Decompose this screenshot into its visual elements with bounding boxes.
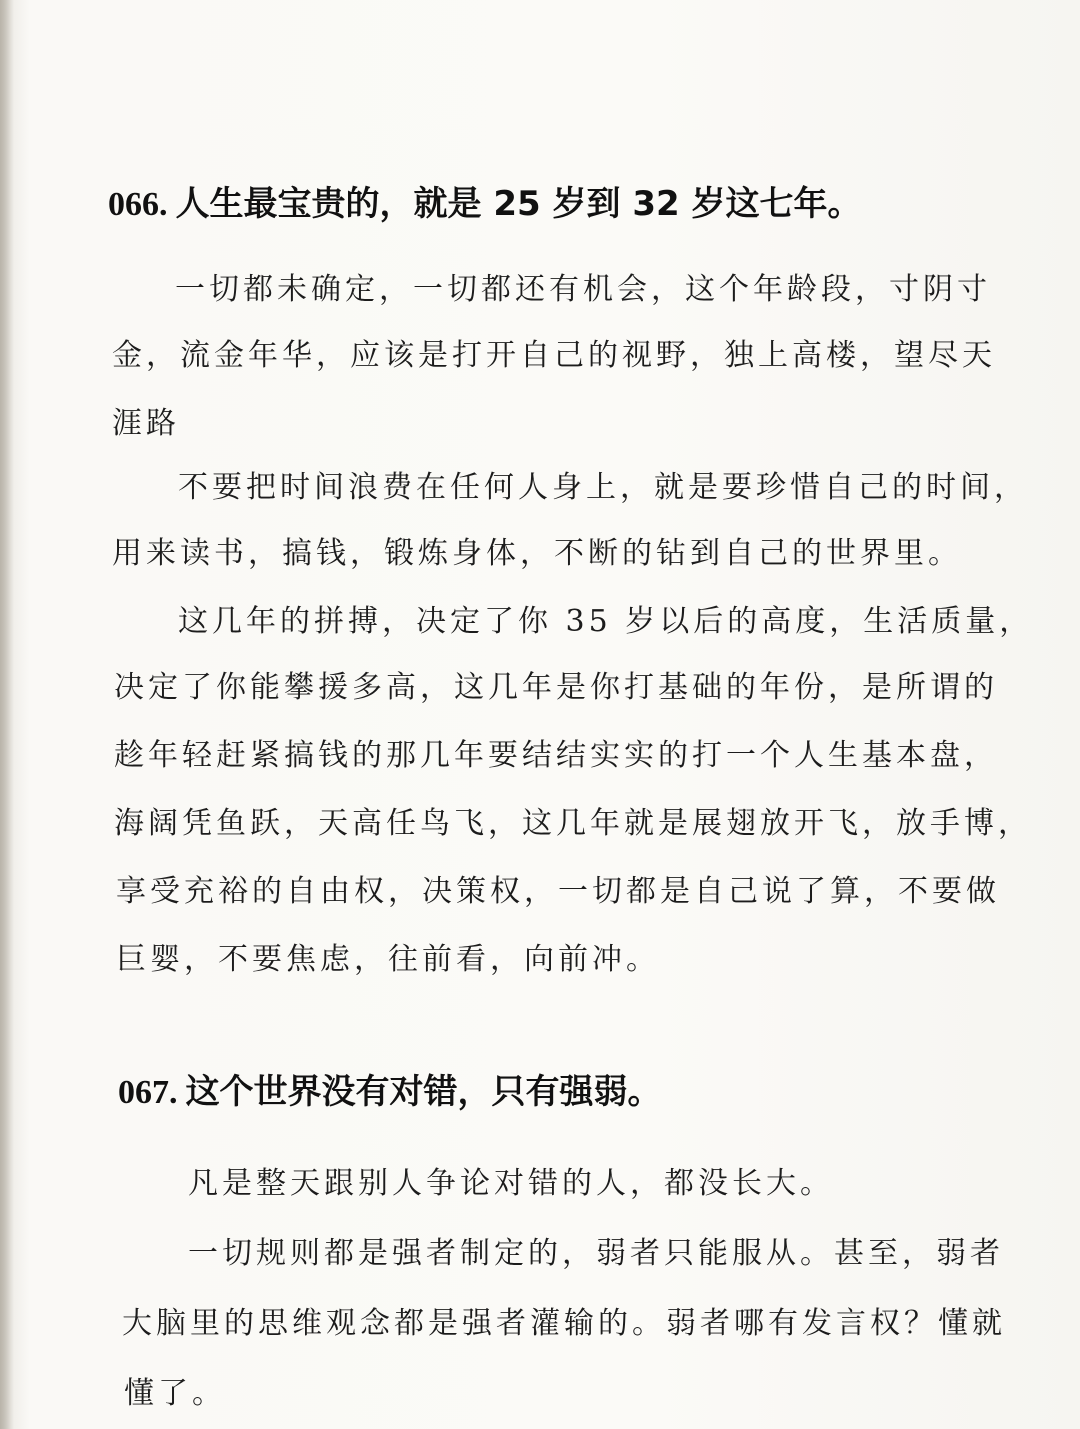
section-066-line-11: 巨婴，不要焦虑，往前看，向前冲。 [116, 942, 660, 977]
section-067-title: 这个世界没有对错，只有强弱。 [185, 1072, 662, 1112]
section-066-line-6: 这几年的拼搏，决定了你 35 岁以后的高度，生活质量， [178, 604, 1034, 639]
section-066-title: 人生最宝贵的，就是 25 岁到 32 岁这七年。 [175, 184, 862, 224]
section-066-line-5: 用来读书，搞钱，锻炼身体，不断的钻到自己的世界里。 [112, 536, 962, 571]
section-066-line-2: 金，流金年华，应该是打开自己的视野，独上高楼，望尽天 [112, 338, 996, 373]
section-066-line-1: 一切都未确定，一切都还有机会，这个年龄段，寸阴寸 [175, 272, 991, 307]
section-067-number: 067. [118, 1074, 178, 1111]
section-067-line-4: 懂了。 [124, 1376, 226, 1411]
section-067-line-3: 大脑里的思维观念都是强者灌输的。弱者哪有发言权？懂就 [122, 1306, 1006, 1341]
section-066-line-9: 海阔凭鱼跃，天高任鸟飞，这几年就是展翅放开飞，放手博， [114, 806, 1032, 841]
section-066-number: 066. [108, 186, 168, 223]
section-066-heading [108, 176, 861, 225]
section-066-line-3: 涯路 [112, 406, 180, 441]
section-067-line-1: 凡是整天跟别人争论对错的人，都没长大。 [188, 1166, 834, 1201]
page-spine-shadow [0, 0, 14, 1429]
section-066-line-7: 决定了你能攀援多高，这几年是你打基础的年份，是所谓的 [114, 670, 998, 705]
section-066-line-4: 不要把时间浪费在任何人身上，就是要珍惜自己的时间， [178, 470, 1028, 505]
section-066-line-8: 趁年轻赶紧搞钱的那几年要结结实实的打一个人生基本盘， [114, 738, 998, 773]
section-067-line-2: 一切规则都是强者制定的，弱者只能服从。甚至，弱者 [188, 1236, 1004, 1271]
section-067-heading [118, 1064, 662, 1113]
section-066-line-10: 享受充裕的自由权，决策权，一切都是自己说了算，不要做 [116, 874, 1000, 909]
